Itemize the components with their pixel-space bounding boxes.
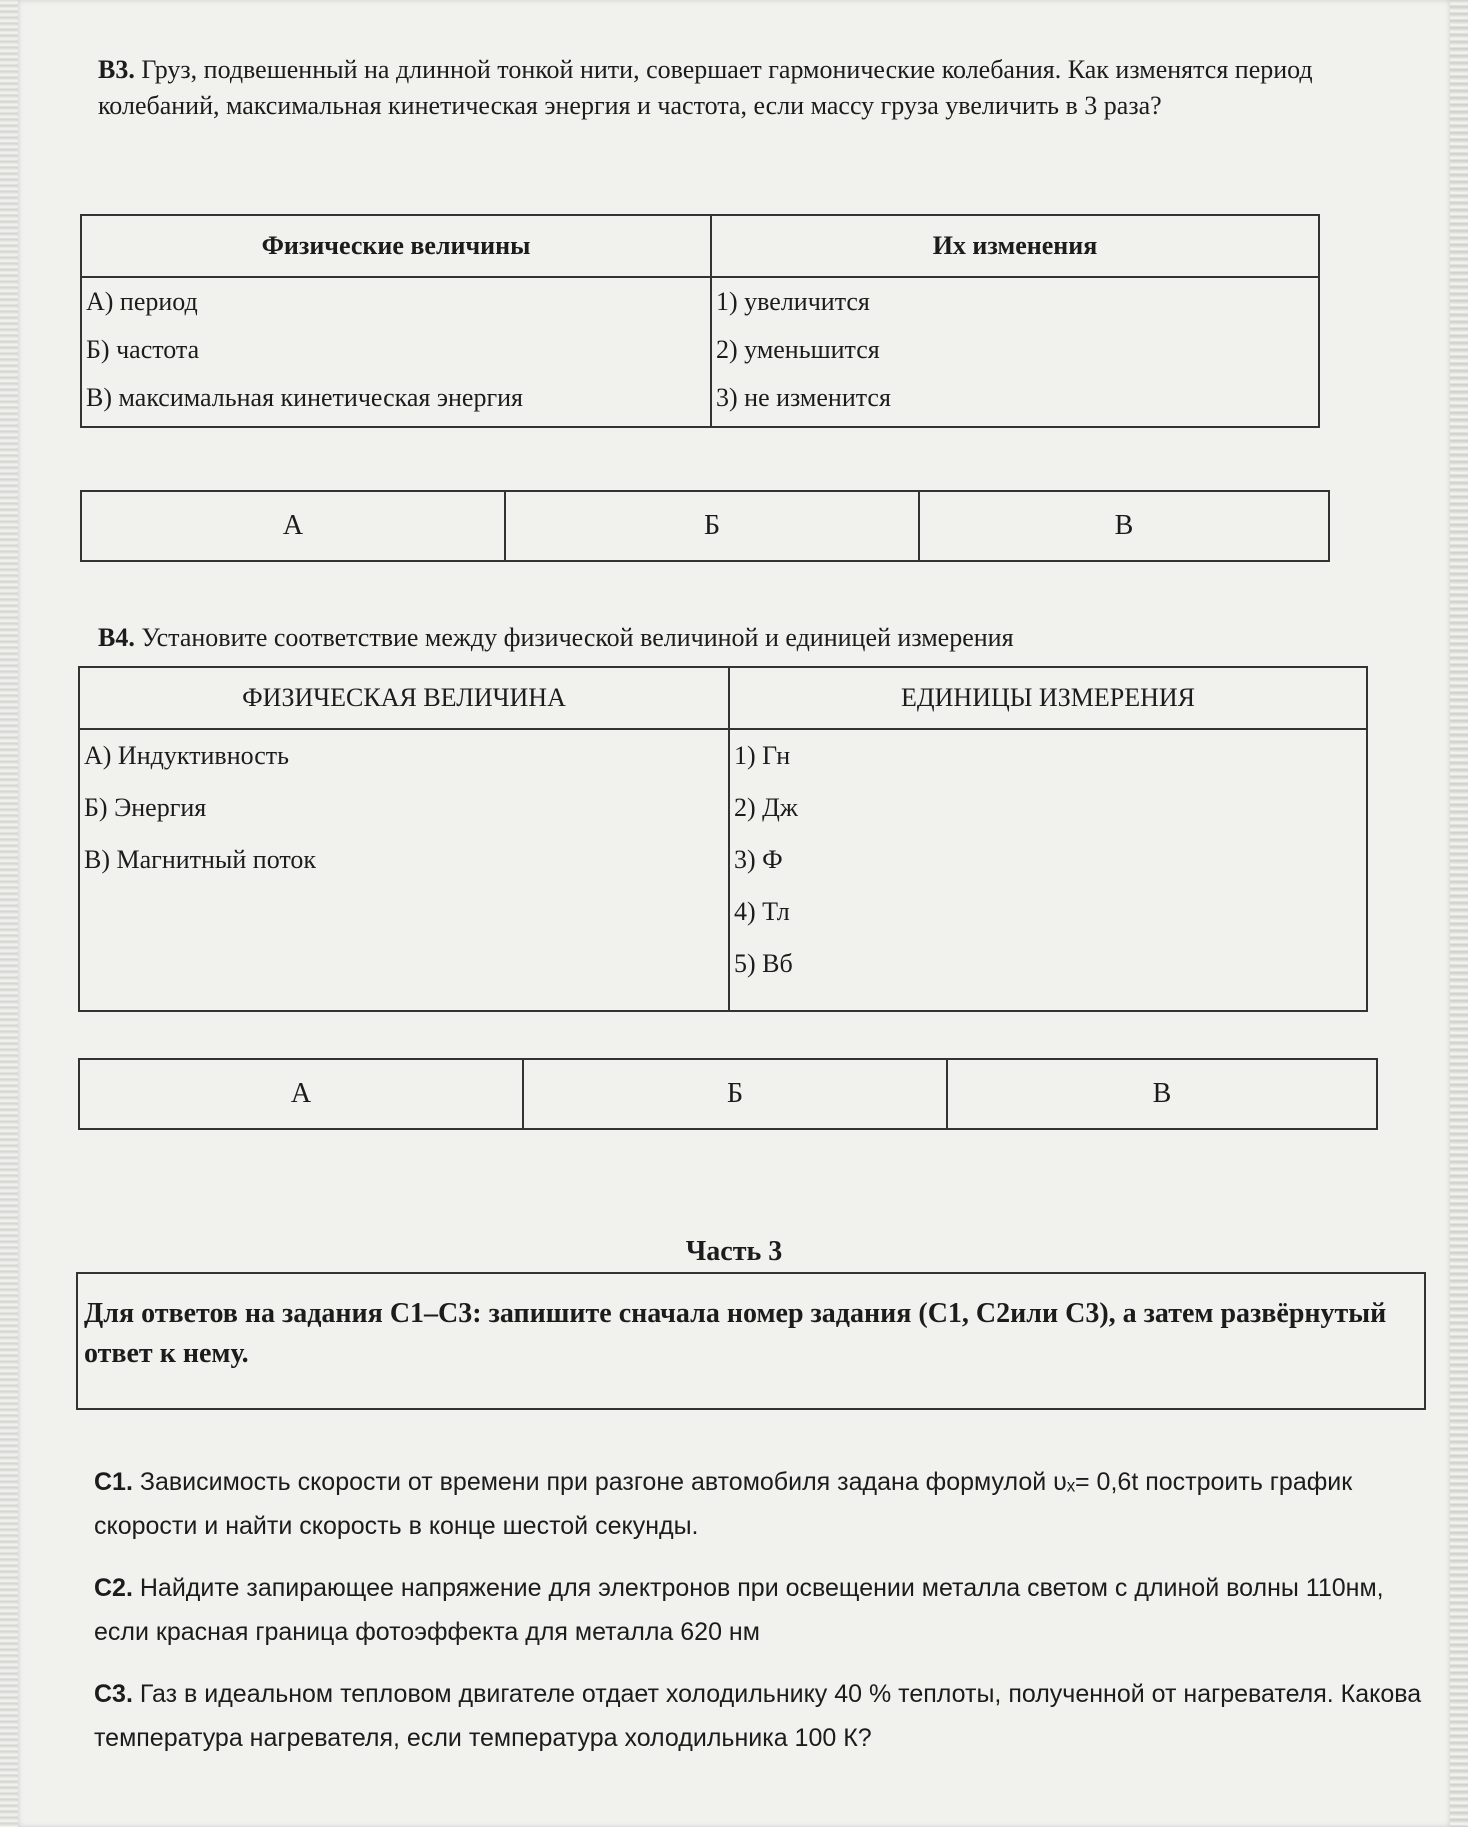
task-b4-right-item: 4) Тл	[734, 897, 790, 926]
task-c1-text: Зависимость скорости от времени при разгоне автомобиля задана формулой υₓ= 0,6t построить график скорости и найти скорость в конце шестой секунды.	[94, 1468, 1353, 1540]
task-b4-matching-table	[78, 666, 1368, 1012]
task-b4-right-item: 1) Гн	[734, 741, 791, 770]
task-b3-question	[98, 52, 1318, 124]
task-b3-left-item: Б) частота	[86, 335, 200, 364]
task-b4-text: Установите соответствие между физической величиной и единицей измерения	[141, 623, 1014, 652]
task-c3	[94, 1672, 1424, 1760]
task-c2	[94, 1566, 1424, 1654]
task-b4-right-item: 3) Ф	[734, 845, 783, 874]
task-b4-left-item: А) Индуктивность	[84, 741, 290, 770]
paper-stack-edge-right	[1450, 0, 1468, 1827]
document-page	[18, 0, 1450, 1827]
task-b4-answer-cell-a: А	[79, 1059, 523, 1129]
task-b3-answer-cell-b: Б	[505, 491, 919, 561]
part3-instruction-text: Для ответов на задания С1–С3: запишите сначала номер задания (С1, С2или С3), а затем развёрнутый ответ к нему.	[84, 1298, 1387, 1369]
task-b4-answer-cell-b: Б	[523, 1059, 947, 1129]
task-b3-col-right-header: Их изменения	[711, 215, 1319, 277]
task-b3-right-item: 1) увеличится	[716, 287, 870, 316]
task-b3-right-item: 3) не изменится	[716, 383, 891, 412]
task-b4-left-item: В) Магнитный поток	[84, 845, 317, 874]
task-b4-left-item: Б) Энергия	[84, 793, 207, 822]
task-c1	[94, 1460, 1424, 1548]
task-b4-right-item: 2) Дж	[734, 793, 798, 822]
task-c2-text: Найдите запирающее напряжение для электронов при освещении металла светом с длиной волны 110нм, если красная граница фотоэффекта для металла 620 нм	[94, 1574, 1384, 1646]
part3-instruction-box	[76, 1272, 1426, 1410]
part3-title: Часть 3	[685, 1236, 783, 1267]
task-b4-col-right-header: ЕДИНИЦЫ ИЗМЕРЕНИЯ	[729, 667, 1367, 729]
task-b3-number: В3.	[98, 55, 135, 84]
task-c2-number: С2.	[94, 1574, 133, 1602]
task-c1-number: С1.	[94, 1468, 133, 1496]
task-c3-number: С3.	[94, 1680, 133, 1708]
task-b4-number: В4.	[98, 623, 135, 652]
task-b4-question	[98, 620, 1318, 656]
task-b4-right-item: 5) Вб	[734, 949, 793, 978]
task-b3-col-left-header: Физические величины	[81, 215, 711, 277]
task-b3-answer-table	[80, 490, 1330, 562]
task-b4-left-list	[79, 729, 729, 1011]
task-b3-answer-cell-v: В	[919, 491, 1329, 561]
task-b3-left-list	[81, 277, 711, 427]
task-b3-left-item: В) максимальная кинетическая энергия	[86, 383, 524, 412]
task-b3-answer-cell-a: А	[81, 491, 505, 561]
task-c3-text: Газ в идеальном тепловом двигателе отдает холодильнику 40 % теплоты, полученной от нагревателя. Какова температура нагревателя, если температура холодильника 100 К?	[94, 1680, 1422, 1752]
task-b3-right-item: 2) уменьшится	[716, 335, 880, 364]
paper-stack-edge-left	[0, 0, 18, 1827]
task-b3-matching-table	[80, 214, 1320, 428]
task-b4-answer-cell-v: В	[947, 1059, 1377, 1129]
task-b3-left-item: А) период	[86, 287, 198, 316]
task-b4-col-left-header: ФИЗИЧЕСКАЯ ВЕЛИЧИНА	[79, 667, 729, 729]
task-b4-right-list	[729, 729, 1367, 1011]
task-b3-right-list	[711, 277, 1319, 427]
task-b3-text: Груз, подвешенный на длинной тонкой нити, совершает гармонические колебания. Как изменятся период колебаний, максимальная кинетическая энергия и частота, если массу груза увеличить в 3 раза?	[98, 55, 1313, 120]
task-b4-answer-table	[78, 1058, 1378, 1130]
